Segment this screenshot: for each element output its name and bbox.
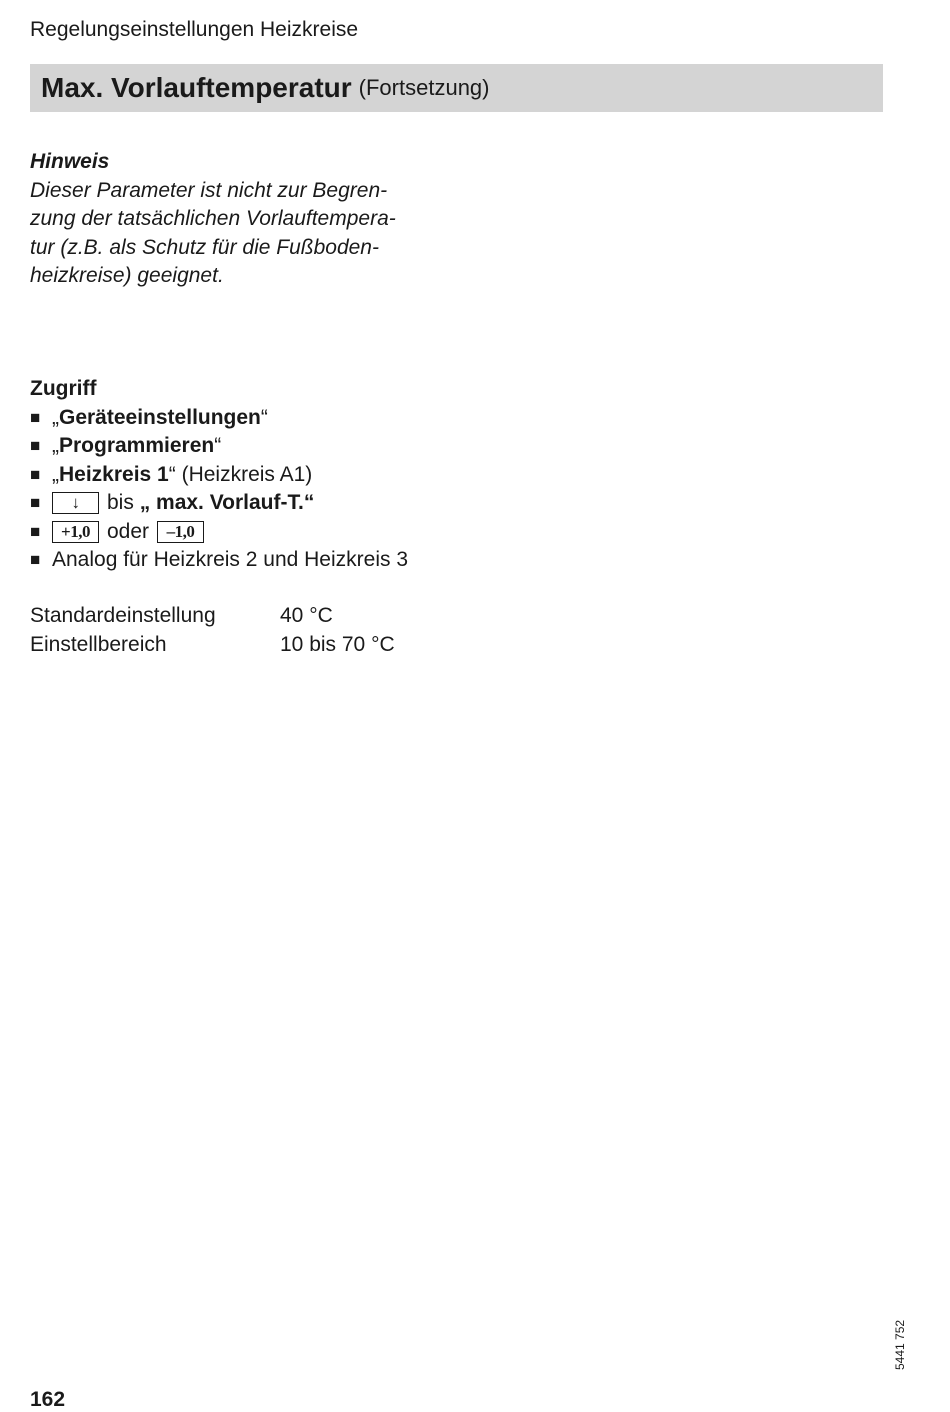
note-line: tur (z.B. als Schutz für die Fußboden-	[30, 235, 379, 259]
access-section	[30, 375, 408, 575]
page-number: 162	[30, 1388, 66, 1411]
bullet: ■	[30, 464, 41, 484]
minus-one-key-icon: –1,0	[157, 521, 204, 543]
access-steps	[30, 404, 408, 575]
note-line: zung der tatsächlichen Vorlauftempera-	[30, 207, 396, 230]
step-text: bis	[107, 491, 140, 514]
plus-one-key-icon: +1,0	[52, 521, 99, 543]
setting-row-range	[30, 631, 395, 660]
open-quote: „	[52, 434, 59, 457]
section-title-bar	[30, 64, 883, 112]
open-quote: „	[52, 462, 59, 486]
bullet: ■	[30, 521, 41, 541]
setting-label: Einstellbereich	[30, 632, 167, 656]
bullet: ■	[30, 407, 41, 427]
menu-name: Programmieren	[59, 434, 215, 457]
access-step-programming	[30, 432, 408, 461]
section-title-continuation: (Fortsetzung)	[358, 75, 490, 100]
note-heading: Hinweis	[30, 150, 110, 173]
setting-label: Standardeinstellung	[30, 604, 216, 627]
menu-name: Heizkreis 1	[59, 462, 169, 486]
bullet: ■	[30, 550, 41, 569]
close-quote: “	[260, 405, 268, 429]
access-step-device-settings	[30, 404, 408, 433]
bullet: ■	[30, 493, 41, 512]
setting-value: 10 bis 70 °C	[280, 632, 395, 656]
circuit-note: (Heizkreis A1)	[175, 462, 313, 486]
document-number: 5441 752	[893, 1319, 907, 1370]
arrow-down-key-icon: ↓	[52, 492, 99, 514]
note-block	[30, 148, 460, 291]
section-title: Max. Vorlauftemperatur	[41, 72, 352, 103]
bullet: ■	[30, 436, 41, 455]
parameter-name: „ max. Vorlauf-T.“	[139, 491, 315, 514]
running-header: Regelungseinstellungen Heizkreise	[30, 18, 359, 41]
step-text: oder	[107, 519, 150, 543]
setting-value: 40 °C	[280, 604, 333, 627]
menu-name: Geräteeinstellungen	[59, 405, 261, 429]
close-quote: “	[214, 434, 222, 457]
access-step-heating-circuit-1	[30, 461, 408, 490]
step-text: Analog für Heizkreis 2 und Heizkreis 3	[52, 548, 408, 571]
access-heading: Zugriff	[30, 377, 97, 400]
setting-row-default	[30, 602, 395, 631]
access-step-analog	[30, 546, 408, 575]
note-line: Dieser Parameter ist nicht zur Begren-	[30, 178, 388, 202]
open-quote: „	[52, 405, 59, 429]
close-quote: “	[168, 462, 176, 486]
note-line: heizkreise) geeignet.	[30, 264, 224, 287]
settings-table	[30, 602, 395, 659]
access-step-adjust	[30, 518, 408, 547]
access-step-scroll-down	[30, 489, 408, 518]
